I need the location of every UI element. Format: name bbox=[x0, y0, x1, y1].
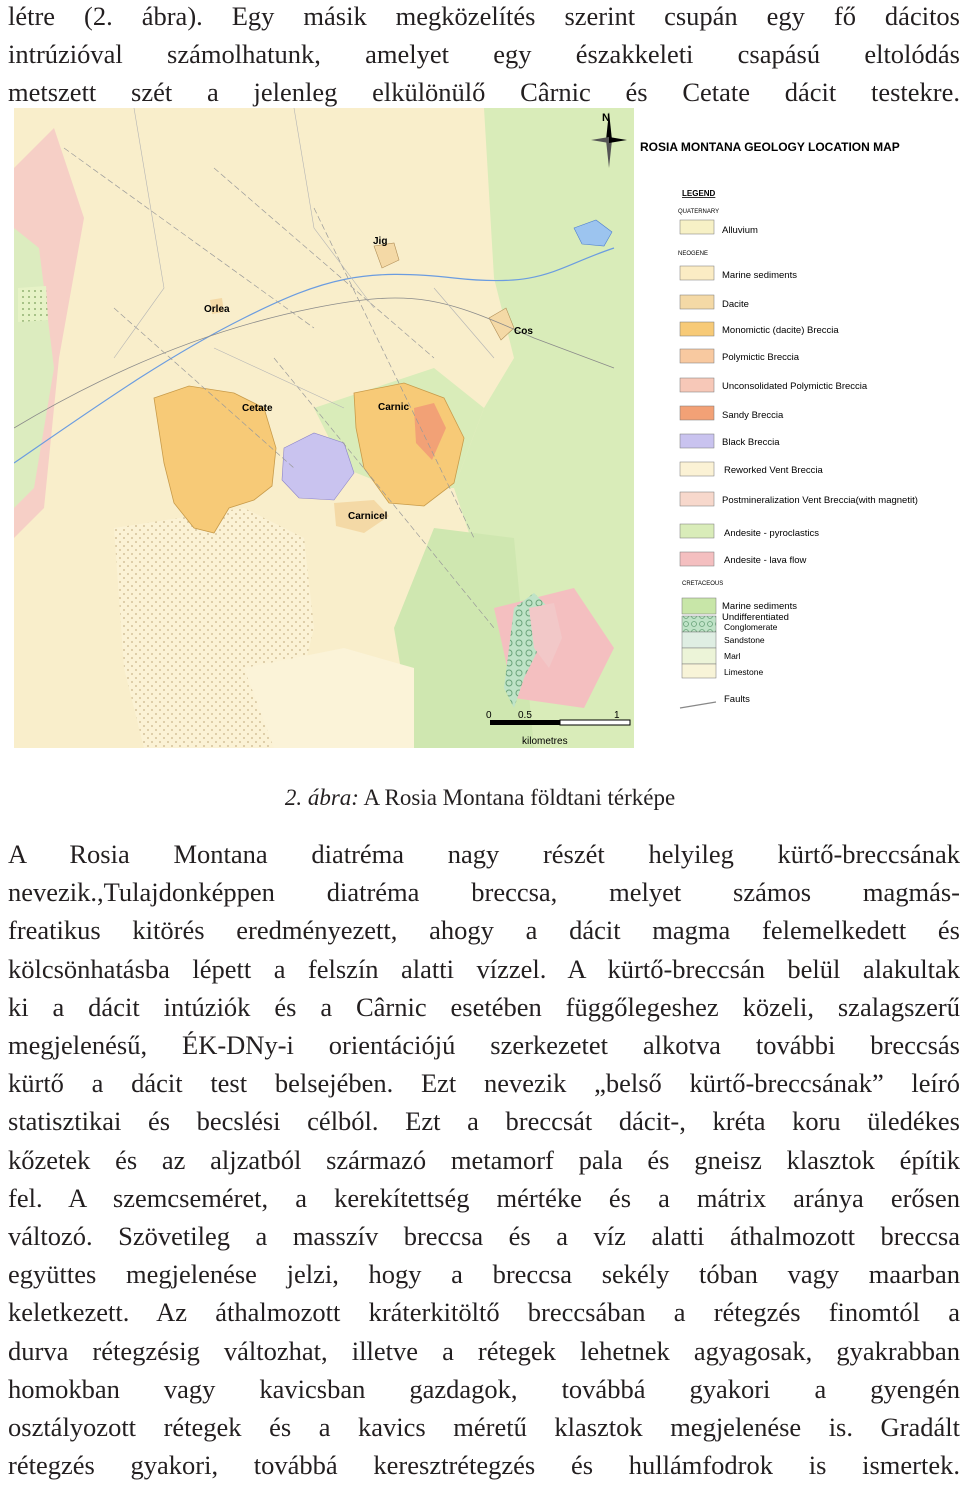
swatch-limestone bbox=[682, 664, 716, 678]
place-cetate: Cetate bbox=[242, 403, 273, 414]
text-line: együttes megjelenése jelzi, hogy a breccsa sekély tóban vagy maarban bbox=[8, 1259, 960, 1290]
legend-sandstone: Sandstone bbox=[724, 635, 765, 645]
swatch-andesite-lava bbox=[680, 552, 714, 566]
legend-cret-undiff: Undifferentiated bbox=[722, 612, 789, 623]
text-line: megjelenésű, ÉK-DNy-i orientációjú szerkezetet alkotva további breccsás bbox=[8, 1030, 960, 1061]
text-line: durva rétegzésig változhat, illetve a rétegek lehetnek agyagosak, gyakrabban bbox=[8, 1335, 960, 1366]
text-line: kürtő a dácit test belsejében. Ezt nevezik „belső kürtő-breccsának” leíró bbox=[8, 1068, 960, 1099]
text-line: ki a dácit intúziók és a Cârnic esetében függőlegeshez közeli, szalagszerű bbox=[8, 991, 960, 1022]
swatch-marl bbox=[682, 648, 716, 664]
place-jig: Jig bbox=[373, 236, 388, 247]
legend-alluvium: Alluvium bbox=[722, 225, 758, 236]
scale-unit: kilometres bbox=[522, 736, 568, 747]
north-label: N bbox=[602, 112, 610, 124]
text-line: fel. A szemcseméret, a kerekítettség mértéke és a mátrix aránya erősen bbox=[8, 1182, 960, 1213]
text-line: kölcsönhatásba lépett a felszín alatti vízzel. A kürtő-breccsán belül alakultak bbox=[8, 953, 960, 984]
legend-group-cretaceous: CRETACEOUS bbox=[682, 581, 724, 587]
legend-marl: Marl bbox=[724, 651, 741, 661]
intro-paragraph bbox=[8, 0, 960, 112]
map-legend bbox=[634, 108, 960, 748]
place-orlea: Orlea bbox=[204, 304, 230, 315]
place-cos: Cos bbox=[514, 326, 533, 337]
legend-andesite-pyro: Andesite - pyroclastics bbox=[724, 528, 820, 539]
legend-reworked: Reworked Vent Breccia bbox=[724, 465, 823, 476]
alluvium-lower bbox=[244, 648, 414, 748]
legend-heading: LEGEND bbox=[682, 189, 716, 198]
legend-monomictic: Monomictic (dacite) Breccia bbox=[722, 325, 839, 336]
swatch-conglomerate bbox=[682, 616, 716, 632]
swatch-sandstone bbox=[682, 632, 716, 648]
text-line: A Rosia Montana diatréma nagy részét helyileg kürtő-breccsának bbox=[8, 839, 960, 869]
text-line: intrúzióval számolhatunk, amelyet egy északkeleti csapású eltolódás bbox=[8, 39, 960, 70]
text-line: metszett szét a jelenleg elkülönülő Cârnic és Cetate dácit testekre. bbox=[8, 77, 960, 108]
geology-map bbox=[14, 108, 634, 748]
scale-one: 1 bbox=[614, 710, 620, 721]
swatch-cret-marine bbox=[682, 598, 716, 614]
legend-cret-marine: Marine sediments bbox=[722, 601, 797, 612]
swatch-sandy bbox=[680, 406, 714, 420]
andesite-dotted-small bbox=[18, 286, 48, 322]
swatch-unconsolidated bbox=[680, 378, 714, 392]
text-line: freatikus kitörés eredményezett, ahogy a dácit magma felemelkedett és bbox=[8, 915, 960, 946]
text-line: változó. Szövetileg a masszív breccsa és a víz alatti áthalmozott breccsa bbox=[8, 1221, 960, 1252]
text-line: létre (2. ábra). Egy másik megközelítés szerint csupán egy fő dácitos bbox=[8, 1, 960, 31]
body-paragraph bbox=[8, 835, 960, 1484]
scale-zero: 0 bbox=[486, 710, 492, 721]
swatch-black bbox=[680, 434, 714, 448]
map-title-right: ROSIA MONTANA GEOLOGY LOCATION MAP bbox=[640, 140, 900, 154]
legend-group-quaternary: QUATERNARY bbox=[678, 209, 720, 215]
text-line: statisztikai és becslési célból. Ezt a breccsát dácit-, kréta koru üledékes bbox=[8, 1106, 960, 1137]
legend-dacite: Dacite bbox=[722, 299, 749, 310]
legend-postmin: Postmineralization Vent Breccia(with magnetit) bbox=[722, 495, 918, 506]
caption-text: A Rosia Montana földtani térképe bbox=[358, 785, 676, 810]
legend-marine: Marine sediments bbox=[722, 270, 797, 281]
swatch-polymictic bbox=[680, 349, 714, 363]
text-line: keletkezett. Az áthalmozott kráterkitöltő breccsában a rétegzés finomtól a bbox=[8, 1297, 960, 1328]
text-line: rétegzés gyakori, továbbá keresztrétegzés és hullámfodrok is ismertek. bbox=[8, 1450, 960, 1481]
swatch-alluvium bbox=[680, 220, 714, 234]
swatch-andesite-pyro bbox=[680, 524, 714, 538]
legend-conglomerate: Conglomerate bbox=[724, 622, 778, 632]
scale-half: 0.5 bbox=[518, 710, 532, 721]
legend-sandy: Sandy Breccia bbox=[722, 410, 784, 421]
caption-label: 2. ábra: bbox=[284, 785, 359, 810]
legend-faults: Faults bbox=[724, 694, 750, 705]
swatch-monomictic bbox=[680, 322, 714, 336]
legend-andesite-lava: Andesite - lava flow bbox=[724, 555, 807, 566]
place-carnicel: Carnicel bbox=[348, 511, 388, 522]
text-line: homokban vagy kavicsban gazdagok, továbbá gyakori a gyengén bbox=[8, 1373, 960, 1404]
legend-unconsolidated: Unconsolidated Polymictic Breccia bbox=[722, 381, 868, 392]
swatch-reworked bbox=[680, 462, 714, 476]
legend-group-neogene: NEOGENE bbox=[678, 251, 709, 257]
swatch-dacite bbox=[680, 295, 714, 309]
swatch-postmin bbox=[680, 492, 714, 506]
figure-caption bbox=[0, 785, 960, 811]
legend-polymictic: Polymictic Breccia bbox=[722, 352, 800, 363]
text-line: kőzetek és az aljzatból származó metamorf pala és gneisz klasztok építik bbox=[8, 1144, 960, 1175]
text-line: osztályozott rétegek és a kavics méretű klasztok megjelenése is. Gradált bbox=[8, 1412, 960, 1443]
swatch-marine bbox=[680, 266, 714, 280]
legend-limestone: Limestone bbox=[724, 667, 764, 677]
text-line: nevezik.,Tulajdonképpen diatréma breccsa, melyet számos magmás- bbox=[8, 877, 960, 908]
legend-black: Black Breccia bbox=[722, 437, 780, 448]
place-carnic: Carnic bbox=[378, 402, 410, 413]
